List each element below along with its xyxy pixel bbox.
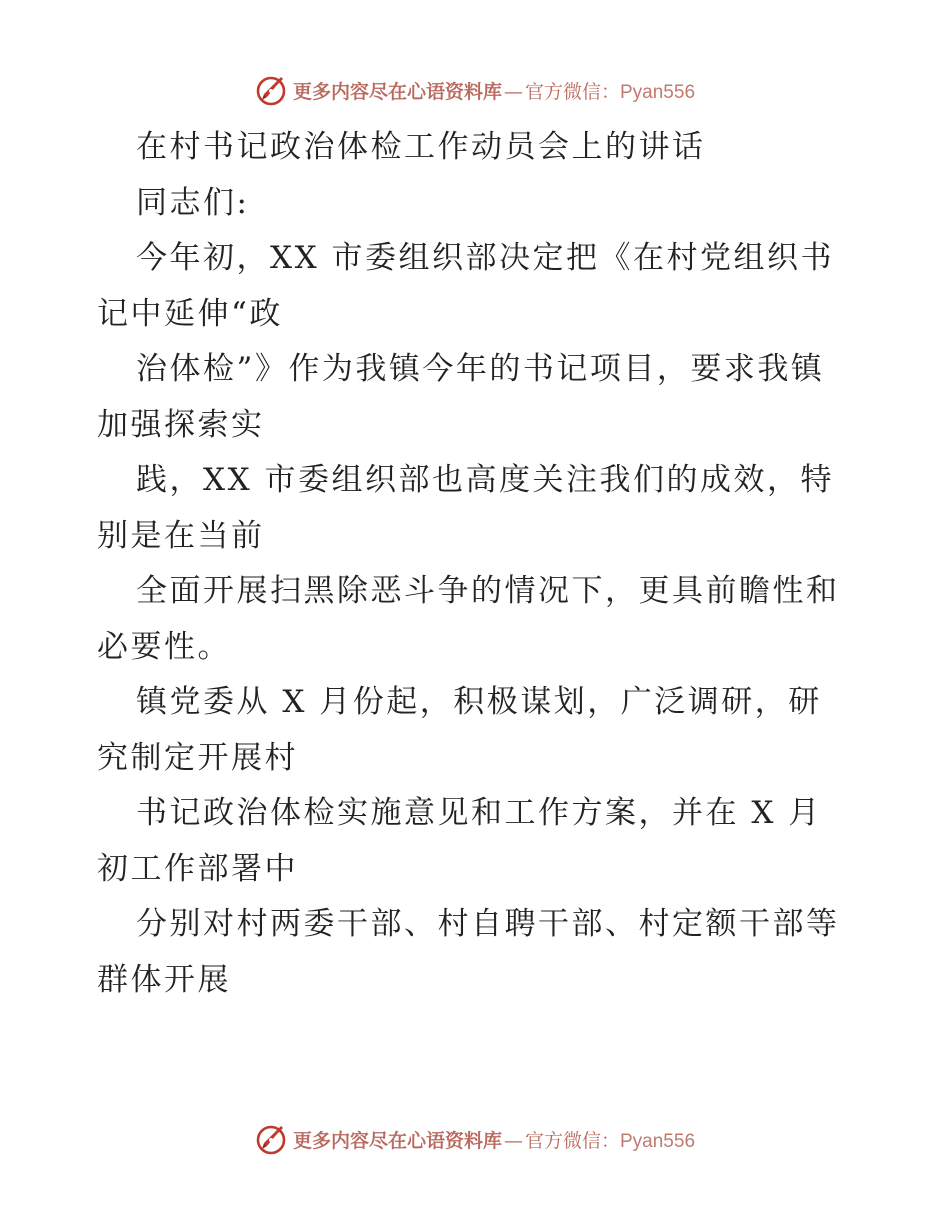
pen-nib-logo-icon <box>255 1122 289 1156</box>
paragraph-line: 践，XX 市委组织部也高度关注我们的成效，特 <box>136 462 834 498</box>
document-title: 在村书记政治体检工作动员会上的讲话 <box>136 129 706 165</box>
paragraph-line: 究制定开展村 <box>97 739 298 776</box>
footer-banner-wechat-id: Pyan556 <box>620 1130 696 1152</box>
paragraph-line: 分别对村两委干部、村自聘干部、村定额干部等 <box>136 906 840 942</box>
header-banner-wechat-id: Pyan556 <box>620 81 696 103</box>
paragraph-line: 必要性。 <box>97 628 231 665</box>
header-banner-separator: — <box>503 80 523 103</box>
paragraph-line: 别是在当前 <box>97 517 265 554</box>
paragraph-line: 初工作部署中 <box>97 850 298 887</box>
footer-banner <box>0 1119 950 1159</box>
paragraph-line: 镇党委从 X 月份起，积极谋划，广泛调研，研 <box>136 684 822 720</box>
paragraph-line: 今年初，XX 市委组织部决定把《在村党组织书 <box>136 240 834 276</box>
paragraph-line: 群体开展 <box>97 961 231 998</box>
footer-banner-text <box>293 1126 695 1153</box>
paragraph-line: 书记政治体检实施意见和工作方案，并在 X 月 <box>136 795 822 831</box>
paragraph-line: 治体检”》作为我镇今年的书记项目，要求我镇 <box>136 351 825 387</box>
footer-banner-separator: — <box>503 1129 523 1152</box>
paragraph-line: 加强探索实 <box>97 406 265 443</box>
pen-nib-logo-icon <box>255 73 289 107</box>
header-banner-wechat-label: 官方微信： <box>524 80 620 103</box>
footer-banner-slogan: 更多内容尽在心语资料库 <box>292 1129 502 1152</box>
header-banner <box>0 70 950 110</box>
paragraph-line: 全面开展扫黑除恶斗争的情况下，更具前瞻性和 <box>136 573 840 609</box>
salutation: 同志们: <box>136 184 250 221</box>
footer-banner-wechat-label: 官方微信： <box>524 1129 620 1152</box>
document-body <box>97 120 857 1008</box>
header-banner-slogan: 更多内容尽在心语资料库 <box>292 80 502 103</box>
paragraph-line: 记中延伸“政 <box>97 295 283 332</box>
header-banner-text <box>293 77 695 104</box>
